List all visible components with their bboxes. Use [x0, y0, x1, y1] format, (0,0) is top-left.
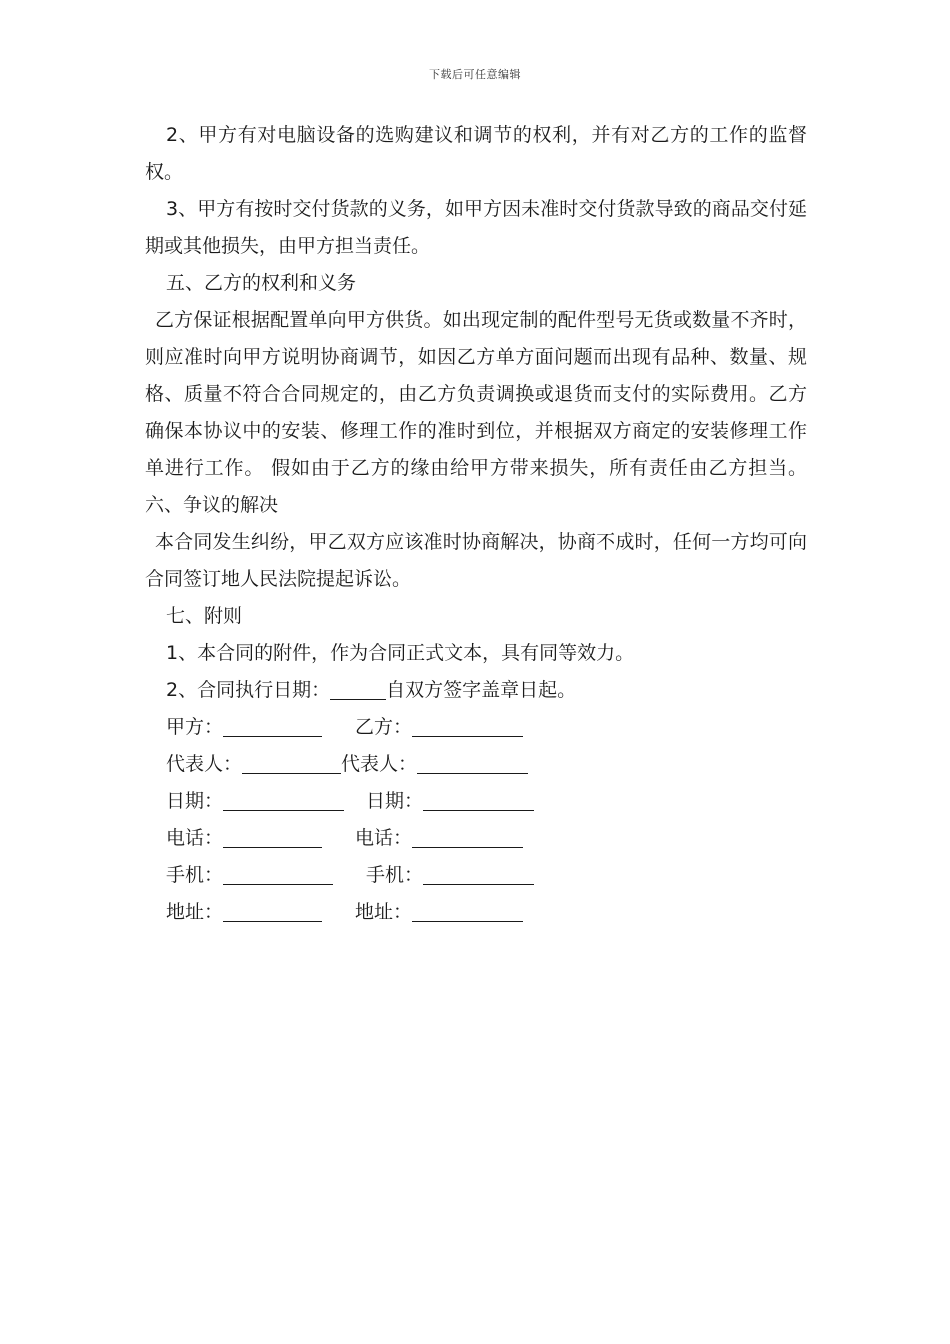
party-a-mobile-blank: [223, 857, 333, 885]
signature-row-address: [145, 894, 807, 931]
effective-date-label: 2、合同执行日期：: [166, 679, 331, 701]
page-header-note: 下载后可任意编辑: [429, 68, 521, 81]
document-body: [145, 117, 807, 931]
signature-row-representative: [145, 746, 807, 783]
party-b-label: 乙方：: [355, 716, 413, 738]
party-a-phone-label: 电话：: [166, 827, 224, 849]
clause-party-a-duty-3: 3、甲方有按时交付货款的义务，如甲方因未准时交付货款导致的商品交付延期或其他损失，由甲方担当责任。: [145, 198, 807, 257]
party-a-mobile-label: 手机：: [166, 864, 224, 886]
signature-row-date: [145, 783, 807, 820]
party-b-mobile-label: 手机：: [366, 864, 424, 886]
party-b-representative-blank: [417, 746, 528, 774]
party-b-phone-label: 电话：: [355, 827, 413, 849]
clause-effective-date: [145, 672, 807, 709]
party-a-address-blank: [223, 894, 322, 922]
clause-dispute-resolution: 本合同发生纠纷，甲乙双方应该准时协商解决，协商不成时，任何一方均可向合同签订地人民法院提起诉讼。: [145, 531, 807, 590]
party-b-date-blank: [423, 783, 534, 811]
party-a-representative-label: 代表人：: [166, 753, 243, 775]
party-a-label: 甲方：: [166, 716, 224, 738]
party-a-phone-blank: [223, 820, 322, 848]
signature-block: [145, 709, 807, 931]
party-b-phone-blank: [412, 820, 523, 848]
clause-attachments: 1、本合同的附件，作为合同正式文本，具有同等效力。: [166, 642, 635, 664]
effective-date-suffix: 自双方签字盖章日起。: [386, 679, 577, 701]
effective-date-blank: [330, 672, 386, 700]
party-a-date-blank: [223, 783, 344, 811]
party-a-date-label: 日期：: [166, 790, 224, 812]
clause-party-a-right-2: 2、甲方有对电脑设备的选购建议和调节的权利，并有对乙方的工作的监督权。: [145, 124, 807, 183]
party-b-mobile-blank: [423, 857, 534, 885]
signature-row-mobile: [145, 857, 807, 894]
party-b-address-label: 地址：: [355, 901, 413, 923]
party-a-address-label: 地址：: [166, 901, 224, 923]
party-b-address-blank: [412, 894, 523, 922]
signature-row-party: [145, 709, 807, 746]
signature-row-phone: [145, 820, 807, 857]
party-b-date-label: 日期：: [366, 790, 424, 812]
party-b-representative-label: 代表人：: [341, 753, 418, 775]
clause-party-b-obligations: 乙方保证根据配置单向甲方供货。如出现定制的配件型号无货或数量不齐时，则应准时向甲方说明协商调节，如因乙方单方面问题而出现有品种、数量、规格、质量不符合合同规定的，由乙方负责调换或退货而支付的实际费用。乙方确保本协议中的安装、修理工作的准时到位，并根据双方商定的安装修理工作单进行工作。 假如由于乙方的缘由给甲方带来损失，所有责任由乙方担当。六、争议的解决: [145, 309, 807, 516]
party-b-blank: [412, 709, 523, 737]
section-heading-7: 七、附则: [166, 605, 243, 627]
party-a-representative-blank: [242, 746, 341, 774]
section-heading-5: 五、乙方的权利和义务: [166, 272, 357, 294]
party-a-blank: [223, 709, 322, 737]
